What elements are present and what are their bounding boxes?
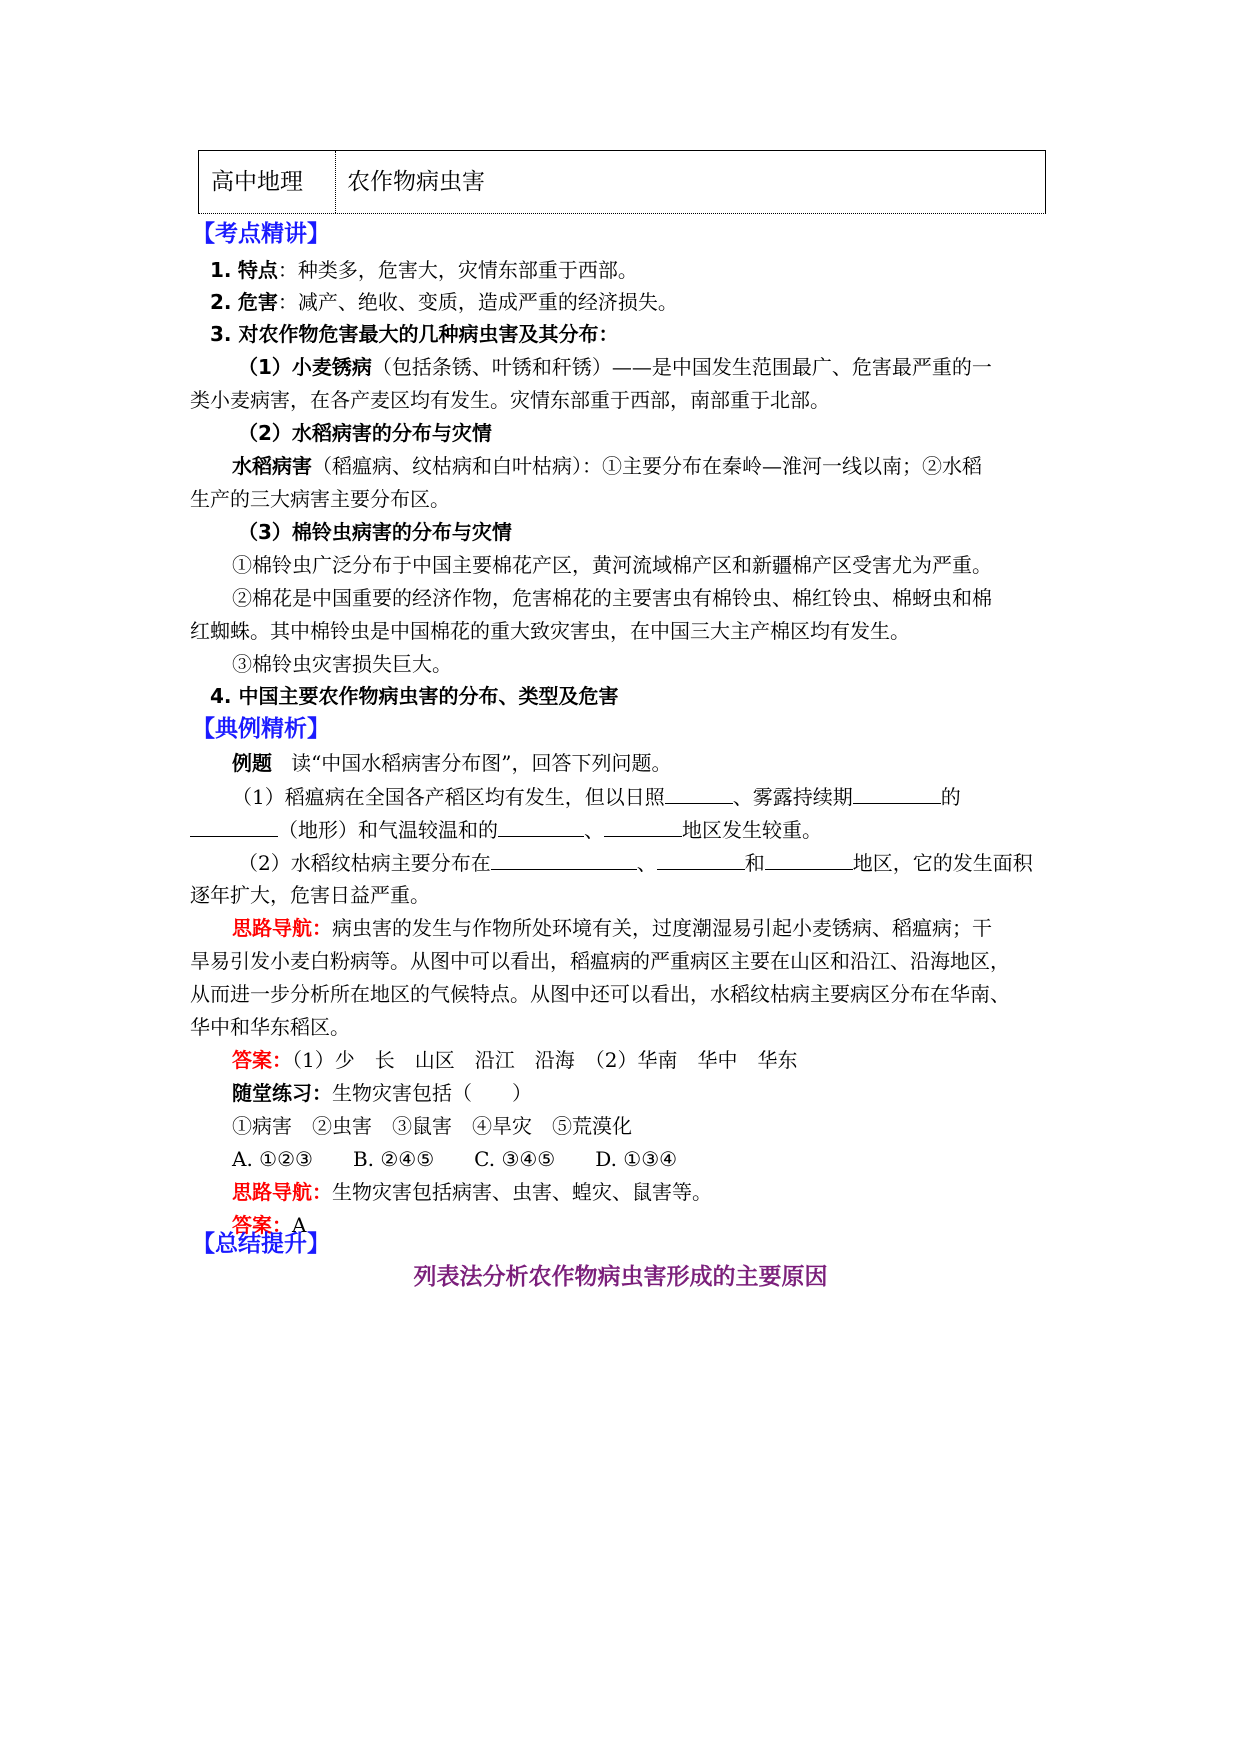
header-box bbox=[198, 150, 1046, 214]
practice-guide: 思路导航：生物灾害包括病害、虫害、蝗灾、鼠害等。 bbox=[232, 1180, 712, 1204]
practice-options: A. ①②③ B. ②④⑤ C. ③④⑤ D. ①③④ bbox=[232, 1147, 678, 1171]
point-3-2-line-a: 水稻病害（稻瘟病、纹枯病和白叶枯病）：①主要分布在秦岭—淮河一线以南；②水稻 bbox=[232, 454, 982, 478]
blank-6[interactable] bbox=[491, 847, 637, 870]
point-3-3-b2: 红蜘蛛。其中棉铃虫是中国棉花的重大致灾害虫，在中国三大主产棉区均有发生。 bbox=[190, 619, 910, 643]
blank-4[interactable] bbox=[498, 814, 584, 837]
blank-2[interactable] bbox=[853, 781, 941, 804]
example-q1-line-b: （地形）和气温较温和的 、 地区发生较重。 bbox=[190, 814, 822, 845]
example-guide-line-3: 从而进一步分析所在地区的气候特点。从图中还可以看出，水稻纹枯病主要病区分布在华南、 bbox=[190, 982, 1010, 1006]
practice-question: 随堂练习：生物灾害包括（ ） bbox=[232, 1081, 532, 1105]
blank-1[interactable] bbox=[665, 781, 733, 804]
point-3-2-title: （2）水稻病害的分布与灾情 bbox=[238, 421, 492, 445]
point-3: 3. 对农作物危害最大的几种病虫害及其分布： bbox=[210, 322, 619, 346]
blank-3[interactable] bbox=[190, 814, 278, 837]
section-dianli: 【典例精析】 bbox=[192, 716, 330, 742]
header-divider bbox=[335, 151, 336, 213]
point-3-2-line-b: 生产的三大病害主要分布区。 bbox=[190, 487, 450, 511]
example-guide-line-2: 旱易引发小麦白粉病等。从图中可以看出，稻瘟病的严重病区主要在山区和沿江、沿海地区， bbox=[190, 949, 1010, 973]
example-q2-line-a: （2）水稻纹枯病主要分布在 、 和 地区，它的发生面积 bbox=[238, 847, 1033, 878]
example-guide-line-4: 华中和华东稻区。 bbox=[190, 1015, 350, 1039]
point-2: 2. 危害：减产、绝收、变质，造成严重的经济损失。 bbox=[210, 290, 678, 314]
point-3-3-c: ③棉铃虫灾害损失巨大。 bbox=[232, 652, 452, 676]
header-topic: 农作物病虫害 bbox=[347, 169, 485, 195]
header-subject: 高中地理 bbox=[211, 169, 303, 195]
example-q1-line-a: （1）稻瘟病在全国各产稻区均有发生，但以日照 、雾露持续期 的 bbox=[232, 781, 961, 812]
point-3-3-title: （3）棉铃虫病害的分布与灾情 bbox=[238, 520, 512, 544]
section-zongjie: 【总结提升】 bbox=[192, 1231, 330, 1257]
blank-5[interactable] bbox=[604, 814, 682, 837]
summary-title: 列表法分析农作物病虫害形成的主要原因 bbox=[413, 1264, 828, 1290]
point-3-3-a: ①棉铃虫广泛分布于中国主要棉花产区，黄河流域棉产区和新疆棉产区受害尤为严重。 bbox=[232, 553, 992, 577]
example-guide-line-1: 思路导航：病虫害的发生与作物所处环境有关，过度潮湿易引起小麦锈病、稻瘟病；干 bbox=[232, 916, 992, 940]
example-question: 例题 读“中国水稻病害分布图”，回答下列问题。 bbox=[232, 751, 672, 775]
example-answer: 答案：（1）少 长 山区 沿江 沿海 （2）华南 华中 华东 bbox=[232, 1048, 798, 1072]
example-q2-line-b: 逐年扩大，危害日益严重。 bbox=[190, 883, 430, 907]
blank-7[interactable] bbox=[657, 847, 745, 870]
point-3-1-line-a: （1）小麦锈病（包括条锈、叶锈和秆锈）——是中国发生范围最广、危害最严重的一 bbox=[238, 355, 992, 379]
practice-answer: 答案：A bbox=[232, 1213, 307, 1237]
blank-8[interactable] bbox=[765, 847, 853, 870]
point-1: 1. 特点：种类多，危害大，灾情东部重于西部。 bbox=[210, 258, 638, 282]
practice-items: ①病害 ②虫害 ③鼠害 ④旱灾 ⑤荒漠化 bbox=[232, 1114, 632, 1138]
point-3-3-b1: ②棉花是中国重要的经济作物，危害棉花的主要害虫有棉铃虫、棉红铃虫、棉蚜虫和棉 bbox=[232, 586, 992, 610]
point-4: 4. 中国主要农作物病虫害的分布、类型及危害 bbox=[210, 684, 619, 708]
point-3-1-line-b: 类小麦病害，在各产麦区均有发生。灾情东部重于西部，南部重于北部。 bbox=[190, 388, 830, 412]
section-kaodian: 【考点精讲】 bbox=[192, 221, 330, 247]
